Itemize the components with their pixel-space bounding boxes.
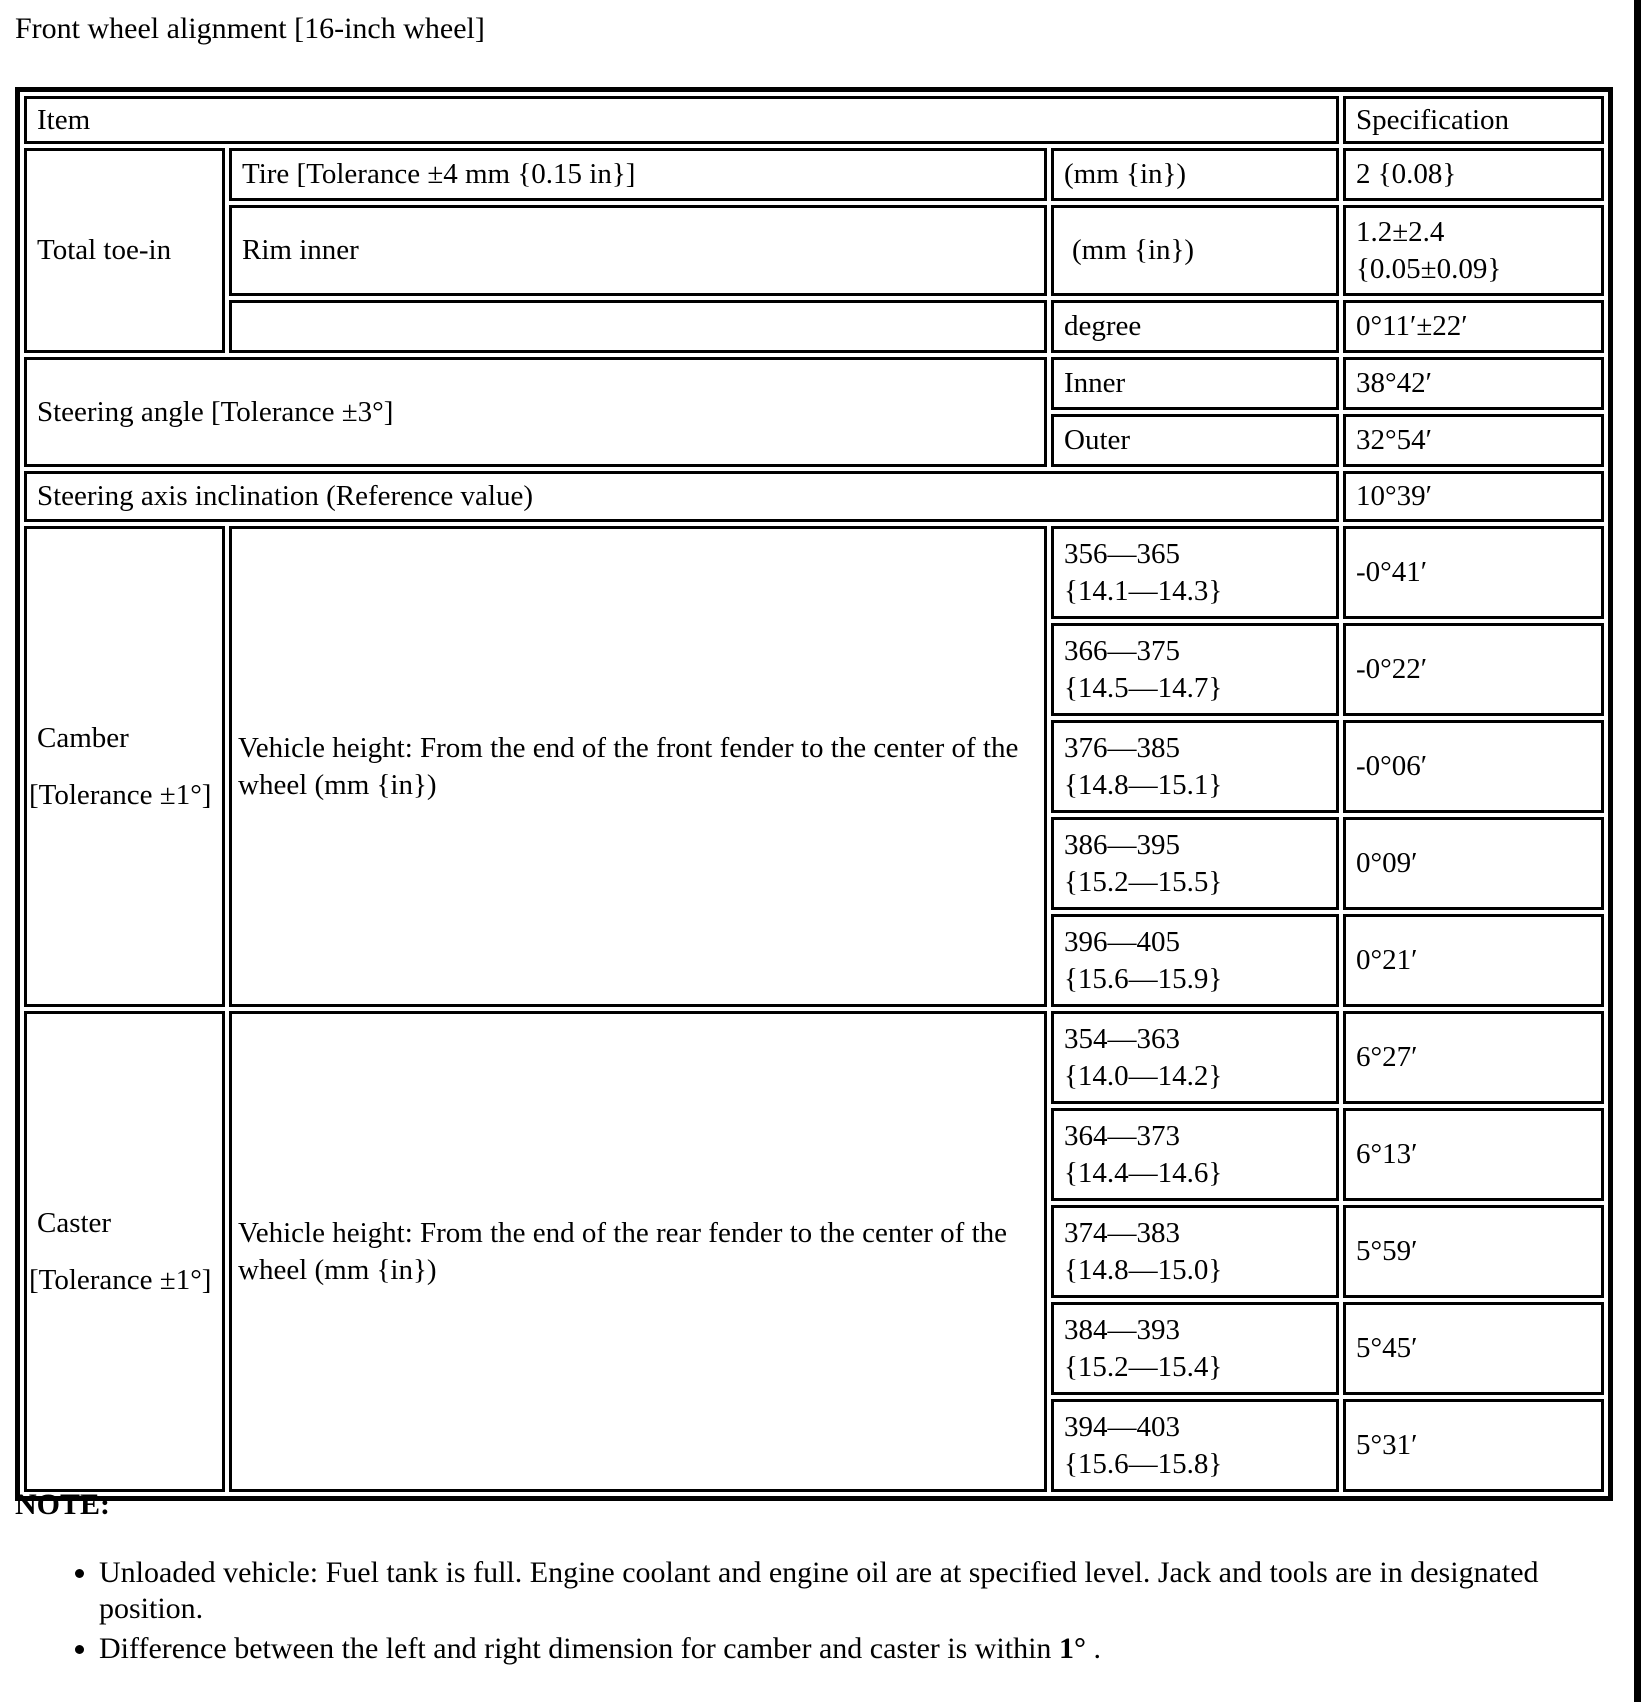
table-header-row xyxy=(24,96,1604,144)
toe-degree-desc xyxy=(229,300,1047,353)
toe-rim-unit: (mm {in}) xyxy=(1051,205,1339,296)
camber-range xyxy=(1051,623,1339,716)
camber-value: -0°06′ xyxy=(1343,720,1604,813)
range-in: {15.2—15.4} xyxy=(1064,1350,1223,1383)
table-row xyxy=(24,300,1604,353)
toe-degree-value: 0°11′±22′ xyxy=(1343,300,1604,353)
range-mm: 396—405 xyxy=(1064,926,1180,959)
range-mm: 354—363 xyxy=(1064,1023,1180,1056)
camber-value: -0°41′ xyxy=(1343,526,1604,619)
note-heading: NOTE: xyxy=(15,1488,111,1521)
range-mm: 364—373 xyxy=(1064,1120,1180,1153)
range-mm: 384—393 xyxy=(1064,1314,1180,1347)
range-mm: 366—375 xyxy=(1064,635,1180,668)
caster-label xyxy=(24,1011,225,1492)
camber-range xyxy=(1051,914,1339,1007)
caster-title: Caster xyxy=(37,1207,112,1240)
camber-title: Camber xyxy=(37,722,129,755)
toe-tire-desc: Tire [Tolerance ±4 mm {0.15 in}] xyxy=(229,148,1047,201)
caster-range xyxy=(1051,1011,1339,1104)
note-item xyxy=(99,1555,1639,1627)
toe-rim-value-mm: 1.2±2.4 xyxy=(1356,216,1445,249)
caster-value: 5°31′ xyxy=(1343,1399,1604,1492)
table-row xyxy=(24,1011,1604,1104)
sai-value: 10°39′ xyxy=(1343,471,1604,522)
steering-outer-value: 32°54′ xyxy=(1343,414,1604,467)
range-in: {14.0—14.2} xyxy=(1064,1059,1223,1092)
range-mm: 394—403 xyxy=(1064,1411,1180,1444)
caster-value: 5°45′ xyxy=(1343,1302,1604,1395)
header-specification: Specification xyxy=(1343,96,1604,144)
table-row xyxy=(24,205,1604,296)
range-mm: 376—385 xyxy=(1064,732,1180,765)
toe-degree-unit: degree xyxy=(1051,300,1339,353)
steering-inner-value: 38°42′ xyxy=(1343,357,1604,410)
range-in: {14.8—15.1} xyxy=(1064,768,1223,801)
camber-value: 0°09′ xyxy=(1343,817,1604,910)
steering-outer-label: Outer xyxy=(1051,414,1339,467)
camber-range xyxy=(1051,720,1339,813)
toe-tire-unit: (mm {in}) xyxy=(1051,148,1339,201)
range-mm: 356—365 xyxy=(1064,538,1180,571)
range-in: {14.1—14.3} xyxy=(1064,574,1223,607)
note-text-end: . xyxy=(1085,1632,1101,1665)
note-item xyxy=(99,1631,1639,1667)
camber-value: -0°22′ xyxy=(1343,623,1604,716)
note-text: Difference between the left and right dimension for camber and caster is within xyxy=(99,1632,1059,1665)
camber-desc: Vehicle height: From the end of the front fender to the center of the wheel (mm {in}) xyxy=(229,526,1047,1007)
toe-rim-value-in: {0.05±0.09} xyxy=(1356,252,1502,285)
range-in: {15.6—15.8} xyxy=(1064,1447,1223,1480)
table-row xyxy=(24,526,1604,619)
toe-rim-value xyxy=(1343,205,1604,296)
caster-desc: Vehicle height: From the end of the rear fender to the center of the wheel (mm {in}) xyxy=(229,1011,1047,1492)
sai-label: Steering axis inclination (Reference value) xyxy=(24,471,1339,522)
range-in: {14.8—15.0} xyxy=(1064,1253,1223,1286)
range-in: {14.5—14.7} xyxy=(1064,671,1223,704)
camber-value: 0°21′ xyxy=(1343,914,1604,1007)
toe-in-label: Total toe-in xyxy=(24,148,225,353)
caster-range xyxy=(1051,1399,1339,1492)
table-row xyxy=(24,471,1604,522)
page-edge-divider xyxy=(1634,0,1641,1702)
table-row xyxy=(24,357,1604,410)
caster-range xyxy=(1051,1302,1339,1395)
caster-value: 6°27′ xyxy=(1343,1011,1604,1104)
range-in: {15.6—15.9} xyxy=(1064,962,1223,995)
alignment-spec-table xyxy=(15,87,1613,1501)
range-in: {14.4—14.6} xyxy=(1064,1156,1223,1189)
steering-angle-label: Steering angle [Tolerance ±3°] xyxy=(24,357,1047,467)
note-list xyxy=(55,1555,1639,1671)
range-mm: 386—395 xyxy=(1064,829,1180,862)
camber-range xyxy=(1051,817,1339,910)
toe-tire-value: 2 {0.08} xyxy=(1343,148,1604,201)
caster-value: 5°59′ xyxy=(1343,1205,1604,1298)
camber-tolerance: [Tolerance ±1°] xyxy=(29,778,212,811)
caster-range xyxy=(1051,1108,1339,1201)
camber-label xyxy=(24,526,225,1007)
range-in: {15.2—15.5} xyxy=(1064,865,1223,898)
note-text: Unloaded vehicle: Fuel tank is full. Engine coolant and engine oil are at specified level. Jack and tools are in designated position. xyxy=(99,1556,1539,1625)
toe-rim-desc: Rim inner xyxy=(229,205,1047,296)
caster-range xyxy=(1051,1205,1339,1298)
range-mm: 374—383 xyxy=(1064,1217,1180,1250)
table-row xyxy=(24,148,1604,201)
caster-value: 6°13′ xyxy=(1343,1108,1604,1201)
steering-inner-label: Inner xyxy=(1051,357,1339,410)
page-title: Front wheel alignment [16-inch wheel] xyxy=(15,12,485,45)
header-item: Item xyxy=(24,96,1339,144)
caster-tolerance: [Tolerance ±1°] xyxy=(29,1263,212,1296)
note-bold-value: 1° xyxy=(1058,1632,1086,1665)
camber-range xyxy=(1051,526,1339,619)
